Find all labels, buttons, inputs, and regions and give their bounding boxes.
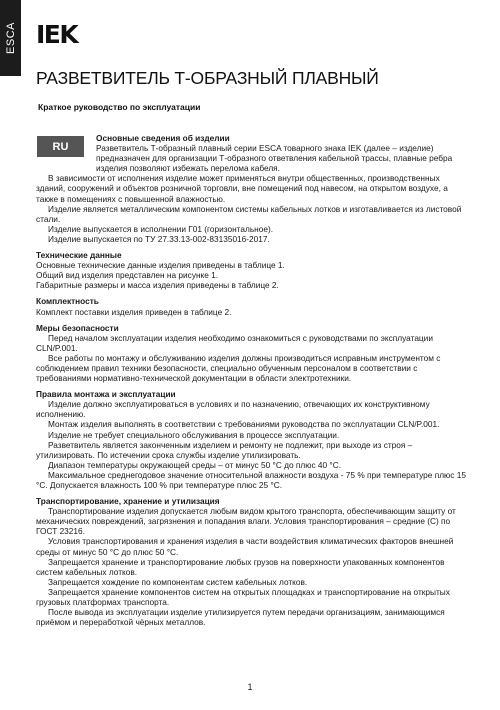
section-technical	[36, 250, 468, 290]
paragraph: Монтаж изделия выполнять в соответствии с требованиями руководства по эксплуатации CLN/P.001.	[48, 419, 440, 430]
language-badge: RU	[37, 136, 84, 157]
paragraph: Запрещается хождение по компонентам систем кабельных лотков.	[48, 576, 308, 587]
document-title: РАЗВЕТВИТЕЛЬ Т-ОБРАЗНЫЙ ПЛАВНЫЙ	[36, 68, 379, 88]
paragraph: В зависимости от исполнения изделие может применяться внутри общественных, производственных зданий, сооружений и объектов розничной торговли, вне помещений под навесом, на открытом воздухе, а также в помещениях с повышенной влажностью.	[36, 173, 448, 204]
paragraph: Изделие не требует специального обслуживания в процессе эксплуатации.	[48, 429, 340, 440]
paragraph: Разветвитель Т-образный плавный серии ESCA товарного знака IEK (далее – изделие) предназначен для организации Т-образного ответвления кабельной трассы, плавные ребра изделия позволяют избежать перелома кабеля.	[96, 143, 453, 174]
paragraph: Запрещается хранение компонентов систем на открытых площадках и транспортирование на открытых грузовых платформах транспорта.	[36, 586, 450, 608]
paragraph: Транспортирование изделия допускается любым видом крытого транспорта, обеспечивающим защиту от механических повреждений, загрязнения и попадания влаги. Условия транспортирования – средние (С) по ГОСТ 23216.	[36, 506, 456, 537]
paragraph: Диапазон температуры окружающей среды – от минус 50 °С до плюс 40 °С.	[48, 459, 342, 470]
section-heading: Комплектность	[36, 296, 99, 307]
brand-logo	[36, 20, 78, 49]
section-heading: Основные сведения об изделии	[96, 133, 230, 143]
side-tab	[0, 0, 21, 76]
section-heading: Правила монтажа и эксплуатации	[36, 389, 176, 400]
paragraph: Изделие выпускается по ТУ 27.33.13-002-83135016-2017.	[48, 233, 270, 244]
paragraph: Изделие должно эксплуатироваться в условиях и по назначению, отвечающих их конструктивному исполнению.	[36, 399, 430, 420]
section-heading: Технические данные	[36, 250, 122, 261]
section-kit	[36, 296, 468, 316]
paragraph: После вывода из эксплуатации изделие утилизируется путем передачи организациям, занимающимся приёмом и переработкой чёрных металлов.	[36, 607, 445, 628]
paragraph: Основные технические данные изделия приведены в таблице 1.	[36, 260, 285, 271]
document-body	[36, 133, 468, 633]
section-mounting	[36, 389, 468, 490]
paragraph: Габаритные размеры и масса изделия приведены в таблице 2.	[36, 280, 279, 291]
paragraph: Перед началом эксплуатации изделия необходимо ознакомиться с руководствами по эксплуатации CLN/P.001.	[36, 332, 433, 353]
page-number: 1	[247, 682, 253, 692]
logo-text: IEK	[36, 20, 78, 49]
paragraph: Разветвитель является законченным изделием и ремонту не подлежит, при выходе из строя – утилизировать. По истечении срока службы изделие утилизировать.	[36, 439, 413, 460]
paragraph: Комплект поставки изделия приведен в таблице 2.	[36, 306, 232, 317]
side-tab-label: ESCA	[4, 22, 17, 54]
section-heading: Транспортирование, хранение и утилизация	[36, 496, 220, 507]
section-general	[36, 133, 468, 244]
general-intro-block	[36, 133, 468, 173]
paragraph: Изделие выпускается в исполнении Г01 (горизонтальное).	[48, 223, 274, 234]
paragraph: Максимальное среднегодовое значение относительной влажности воздуха - 75 % при температуре плюс 15 °С. Допускается влажность 100 % при температуре плюс 25 °С.	[36, 469, 466, 490]
paragraph: Общий вид изделия представлен на рисунке 1.	[36, 270, 219, 281]
paragraph: Условия транспортирования и хранения изделия в части воздействия климатических факторов внешней среды от минус 50 °С до плюс 50 °С.	[36, 536, 454, 557]
paragraph: Все работы по монтажу и обслуживанию изделия должны производиться исправным инструментом с соблюдением правил техники безопасности, специально обученным персоналом в соответствии с требованиями нормативно-технической документации в области электротехники.	[36, 352, 441, 384]
paragraph: Запрещается хранение и транспортирование любых грузов на поверхности упакованных компонентов систем кабельных лотков.	[36, 556, 445, 577]
section-transport	[36, 496, 468, 627]
section-heading: Меры безопасности	[36, 322, 119, 333]
section-safety	[36, 323, 468, 384]
document-subtitle: Краткое руководство по эксплуатации	[38, 102, 201, 112]
paragraph: Изделие является металлическим компонентом системы кабельных лотков и изготавливается из листовой стали.	[36, 203, 462, 224]
